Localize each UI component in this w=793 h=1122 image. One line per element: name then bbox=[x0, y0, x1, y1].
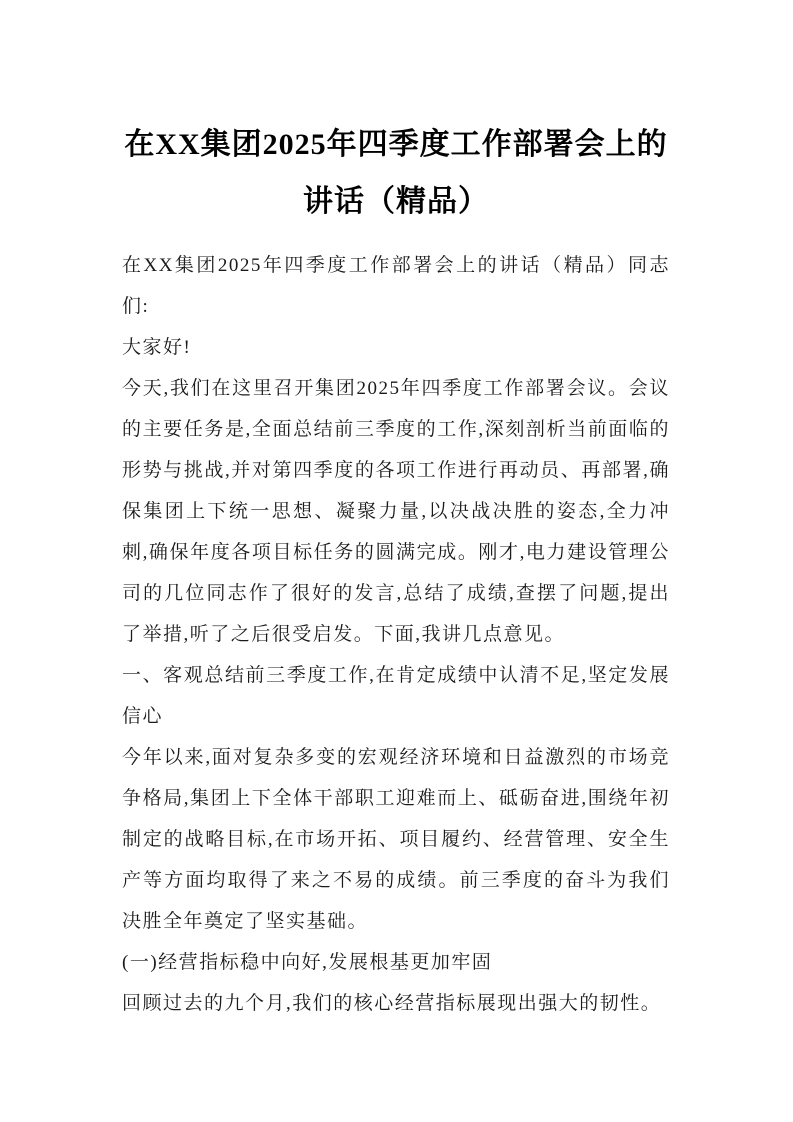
paragraph-subsection-1-body: 回顾过去的九个月,我们的核心经营指标展现出强大的韧性。 bbox=[122, 993, 662, 1014]
paragraph-subsection-1-heading: (一)经营指标稳中向好,发展根基更加牢固 bbox=[122, 952, 493, 973]
document-title: 在XX集团2025年四季度工作部署会上的讲话（精品） bbox=[124, 128, 668, 218]
paragraph-section-1-heading: 一、客观总结前三季度工作,在肯定成绩中认清不足,坚定发展信心 bbox=[122, 665, 670, 727]
paragraph-section-1-body: 今年以来,面对复杂多变的宏观经济环境和日益激烈的市场竞争格局,集团上下全体干部职工迎难而上、砥砺奋进,围绕年初制定的战略目标,在市场开拓、项目履约、经营管理、安全生产等方面均取得了来之不易的成绩。前三季度的奋斗为我们决胜全年奠定了坚实基础。 bbox=[122, 747, 670, 932]
paragraph-greeting: 大家好! bbox=[122, 337, 192, 358]
paragraph-salutation: 在XX集团2025年四季度工作部署会上的讲话（精品）同志们: bbox=[122, 255, 670, 317]
paragraph-opening: 今天,我们在这里召开集团2025年四季度工作部署会议。会议的主要任务是,全面总结前三季度的工作,深刻剖析当前面临的形势与挑战,并对第四季度的各项工作进行再动员、再部署,确保集团上下统一思想、凝聚力量,以决战决胜的姿态,全力冲刺,确保年度各项目标任务的圆满完成。刚才,电力建设管理公司的几位同志作了很好的发言,总结了成绩,查摆了问题,提出了举措,听了之后很受启发。下面,我讲几点意见。 bbox=[122, 378, 670, 645]
document-body bbox=[122, 245, 670, 1024]
